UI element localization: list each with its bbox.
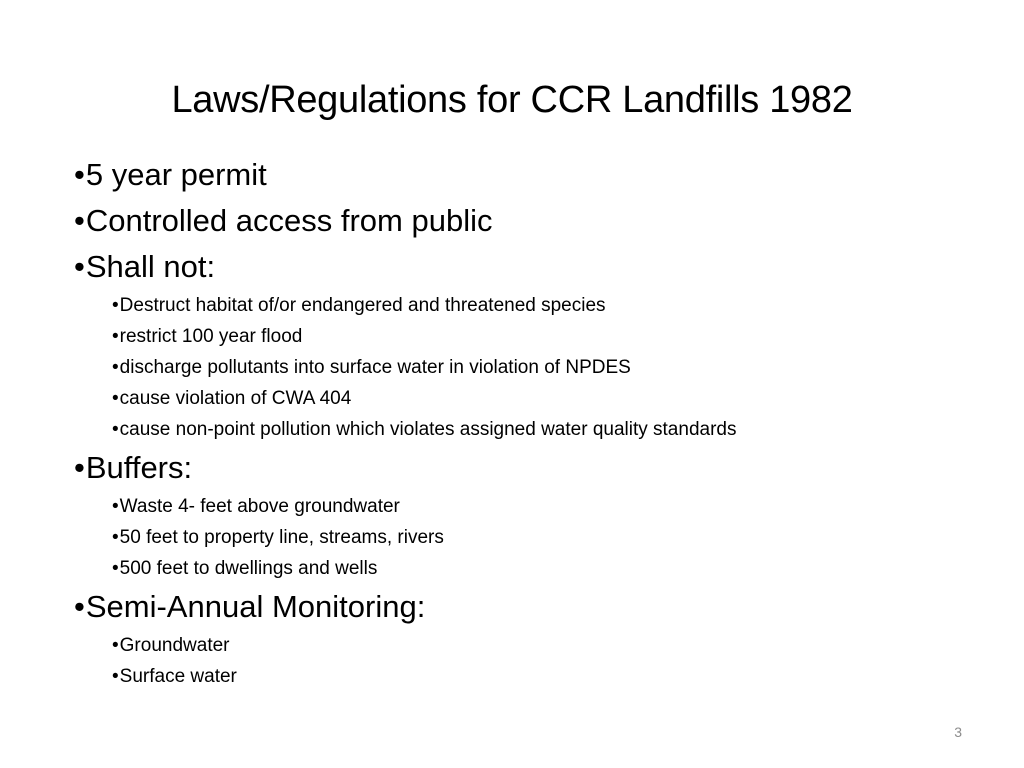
bullet-icon: •: [112, 496, 119, 517]
bullet-text: Destruct habitat of/or endangered and threatened species: [119, 295, 606, 316]
bullet-icon: •: [112, 527, 119, 548]
bullet-icon: •: [112, 295, 119, 316]
bullet-item-level2: [74, 661, 974, 692]
bullet-icon: •: [74, 157, 85, 192]
bullet-text: Groundwater: [119, 635, 230, 656]
bullet-list: [74, 152, 974, 692]
bullet-text: Semi-Annual Monitoring:: [85, 589, 426, 624]
bullet-text: cause non-point pollution which violates assigned water quality standards: [119, 419, 737, 440]
bullet-text: 500 feet to dwellings and wells: [119, 558, 378, 579]
bullet-icon: •: [112, 419, 119, 440]
bullet-icon: •: [112, 635, 119, 656]
bullet-text: Shall not:: [85, 249, 216, 284]
bullet-icon: •: [74, 203, 85, 238]
bullet-icon: •: [112, 326, 119, 347]
bullet-icon: •: [112, 666, 119, 687]
bullet-item-level1: [74, 445, 974, 491]
bullet-text: Controlled access from public: [85, 203, 493, 238]
bullet-text: discharge pollutants into surface water in violation of NPDES: [119, 357, 631, 378]
bullet-item-level2: [74, 352, 974, 383]
bullet-text: restrict 100 year flood: [119, 326, 303, 347]
bullet-item-level2: [74, 383, 974, 414]
bullet-text: cause violation of CWA 404: [119, 388, 352, 409]
bullet-item-level1: [74, 152, 974, 198]
bullet-item-level1: [74, 198, 974, 244]
bullet-icon: •: [74, 450, 85, 485]
bullet-item-level2: [74, 414, 974, 445]
bullet-item-level2: [74, 522, 974, 553]
slide-title: Laws/Regulations for CCR Landfills 1982: [171, 79, 853, 121]
bullet-item-level2: [74, 630, 974, 661]
bullet-icon: •: [112, 388, 119, 409]
bullet-text: 5 year permit: [85, 157, 267, 192]
bullet-item-level2: [74, 491, 974, 522]
bullet-item-level1: [74, 584, 974, 630]
bullet-icon: •: [112, 357, 119, 378]
bullet-item-level2: [74, 553, 974, 584]
bullet-icon: •: [74, 589, 85, 624]
bullet-text: 50 feet to property line, streams, rivers: [119, 527, 444, 548]
bullet-item-level2: [74, 290, 974, 321]
bullet-item-level1: [74, 244, 974, 290]
bullet-text: Surface water: [119, 666, 237, 687]
bullet-item-level2: [74, 321, 974, 352]
page-number: 3: [954, 724, 962, 740]
bullet-icon: •: [112, 558, 119, 579]
bullet-text: Waste 4- feet above groundwater: [119, 496, 400, 517]
bullet-icon: •: [74, 249, 85, 284]
bullet-text: Buffers:: [85, 450, 193, 485]
